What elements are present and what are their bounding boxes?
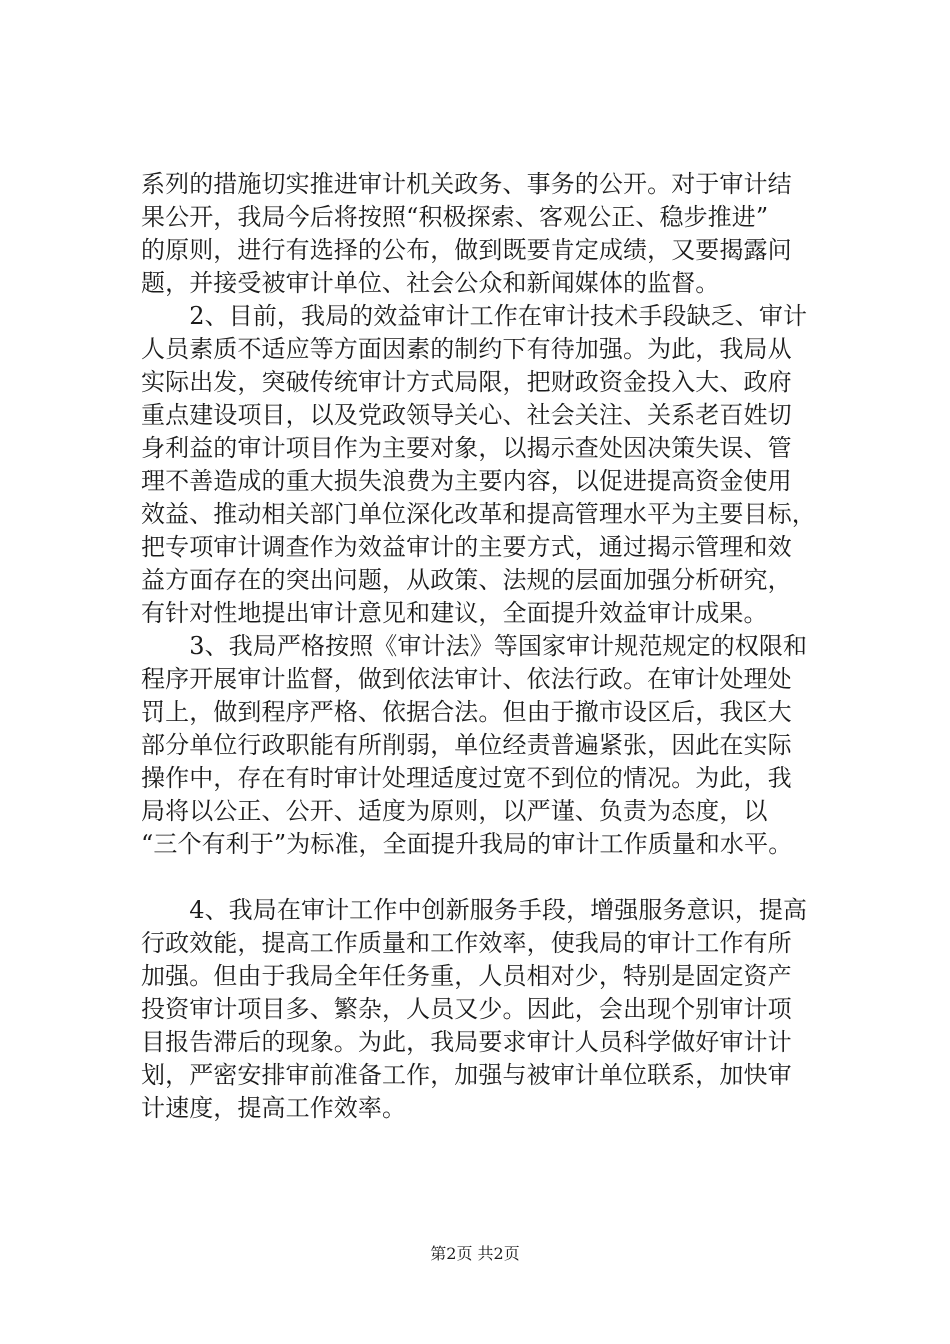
text-line: 题，并接受被审计单位、社会公众和新闻媒体的监督。 <box>141 269 720 297</box>
text-line: 投资审计项目多、繁杂，人员又少。因此，会出现个别审计项 <box>141 995 792 1023</box>
text-line: “三个有利于”为标准，全面提升我局的审计工作质量和水平。 <box>141 830 793 858</box>
text-line: 程序开展审计监督，做到依法审计、依法行政。在审计处理处 <box>141 665 792 693</box>
text-line: 划，严密安排审前准备工作，加强与被审计单位联系，加快审 <box>141 1061 792 1089</box>
text-line: 操作中，存在有时审计处理适度过宽不到位的情况。为此，我 <box>141 764 792 792</box>
text-line: 计速度，提高工作效率。 <box>141 1094 407 1122</box>
text-line: 行政效能，提高工作质量和工作效率，使我局的审计工作有所 <box>141 929 792 957</box>
text-line: 3、我局严格按照《审计法》等国家审计规范规定的权限和 <box>141 632 808 660</box>
text-line: 把专项审计调查作为效益审计的主要方式，通过揭示管理和效 <box>141 533 792 561</box>
text-line: 身利益的审计项目作为主要对象，以揭示查处因决策失误、管 <box>141 434 792 462</box>
text-line: 果公开，我局今后将按照“积极探索、客观公正、稳步推进” <box>141 203 769 231</box>
text-line: 2、目前，我局的效益审计工作在审计技术手段缺乏、审计 <box>141 302 808 330</box>
text-line: 重点建设项目，以及党政领导关心、社会关注、关系老百姓切 <box>141 401 792 429</box>
page-number-footer: 第2页 共2页 <box>430 1244 520 1263</box>
text-line: 目报告滞后的现象。为此，我局要求审计人员科学做好审计计 <box>141 1028 792 1056</box>
text-line: 人员素质不适应等方面因素的制约下有待加强。为此，我局从 <box>141 335 792 363</box>
text-line: 4、我局在审计工作中创新服务手段，增强服务意识，提高 <box>141 896 808 924</box>
document-body <box>141 168 841 1125</box>
text-line: 局将以公正、公开、适度为原则，以严谨、负责为态度，以 <box>141 797 768 825</box>
paragraph-gap <box>141 861 841 894</box>
text-line: 实际出发，突破传统审计方式局限，把财政资金投入大、政府 <box>141 368 792 396</box>
text-line: 罚上，做到程序严格、依据合法。但由于撤市设区后，我区大 <box>141 698 792 726</box>
text-line: 益方面存在的突出问题，从政策、法规的层面加强分析研究， <box>141 566 792 594</box>
text-line: 系列的措施切实推进审计机关政务、事务的公开。对于审计结 <box>141 170 792 198</box>
text-line: 部分单位行政职能有所削弱，单位经责普遍紧张，因此在实际 <box>141 731 792 759</box>
text-line: 有针对性地提出审计意见和建议，全面提升效益审计成果。 <box>141 599 768 627</box>
text-line: 理不善造成的重大损失浪费为主要内容，以促进提高资金使用 <box>141 467 792 495</box>
text-line: 效益、推动相关部门单位深化改革和提高管理水平为主要目标， <box>141 500 816 528</box>
text-line: 加强。但由于我局全年任务重，人员相对少，特别是固定资产 <box>141 962 792 990</box>
text-line: 的原则，进行有选择的公布，做到既要肯定成绩，又要揭露问 <box>141 236 792 264</box>
